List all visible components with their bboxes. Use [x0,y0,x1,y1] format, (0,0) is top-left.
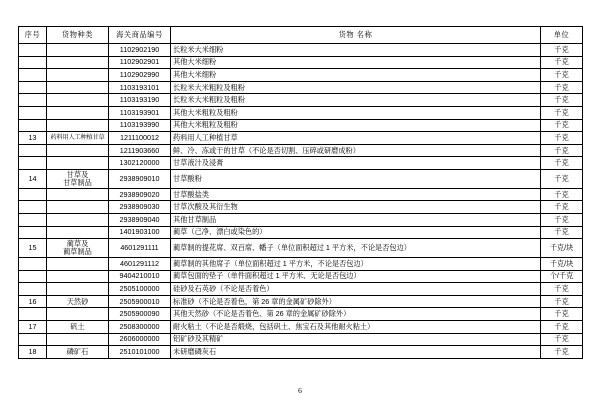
cell-category: 磷矿石 [47,346,109,359]
cell-category: 天然砂 [47,295,109,308]
cell-customs-code: 1211903660 [109,144,171,157]
cell-goods-name: 蔺草（己净、漂白或染色的） [171,226,541,239]
cell-seq: 17 [19,320,47,333]
cell-unit: 千克 [541,283,583,296]
cell-seq [19,188,47,201]
cell-goods-name: 鲜、冷、冻或干的甘草（不论是否切割、压碎或研磨成粉） [171,144,541,157]
cell-customs-code: 1401903100 [109,226,171,239]
cell-unit: 个/千克 [541,270,583,283]
table-row [19,239,583,258]
cell-unit: 千克 [541,320,583,333]
cell-seq [19,119,47,132]
cell-unit: 千克 [541,201,583,214]
cell-customs-code: 2505100000 [109,283,171,296]
cell-category [47,188,109,201]
table-row [19,119,583,132]
table-row [19,333,583,346]
cell-goods-name: 甘草液汁及浸膏 [171,157,541,170]
cell-category [47,56,109,69]
cell-category [47,226,109,239]
cell-unit: 千克 [541,213,583,226]
cell-unit: 千克 [541,157,583,170]
cell-customs-code: 1102902190 [109,44,171,57]
goods-table [18,26,583,359]
cell-unit: 千克 [541,226,583,239]
table-row [19,270,583,283]
table-row [19,94,583,107]
cell-goods-name: 长粒米大米粗粒及粗粉 [171,81,541,94]
cell-customs-code: 1103193190 [109,94,171,107]
cell-goods-name: 其他大米细粉 [171,69,541,82]
cell-unit: 千克 [541,132,583,145]
cell-category [47,157,109,170]
cell-goods-name: 长粒米大米粗粒及粗粉 [171,94,541,107]
cell-category [47,44,109,57]
cell-seq [19,283,47,296]
cell-category [47,119,109,132]
cell-goods-name: 其他大米细粉 [171,56,541,69]
cell-category: 甘草及 甘草制品 [47,169,109,188]
column-header-customs-code: 海关商品编号 [109,27,171,44]
table-row [19,295,583,308]
cell-category [47,308,109,321]
cell-seq [19,201,47,214]
cell-goods-name: 长粒米大米细粉 [171,44,541,57]
cell-seq [19,270,47,283]
cell-seq [19,213,47,226]
table-row [19,308,583,321]
cell-category: 蔺草及 蔺草制品 [47,239,109,258]
cell-category [47,94,109,107]
table-row [19,132,583,145]
cell-seq [19,144,47,157]
table-row [19,213,583,226]
cell-customs-code: 4601291112 [109,258,171,271]
table-row [19,106,583,119]
cell-unit: 千克 [541,144,583,157]
cell-category [47,144,109,157]
cell-unit: 千克 [541,81,583,94]
cell-seq [19,333,47,346]
cell-category [47,213,109,226]
cell-goods-name: 标准砂（不论是否着色，第 26 章的金属矿砂除外） [171,295,541,308]
cell-customs-code: 2508300000 [109,320,171,333]
table-row [19,258,583,271]
cell-goods-name: 蔺草制的提花席、双百席、幡子（单位面积超过 1 平方米，不论是否包边） [171,239,541,258]
cell-seq [19,308,47,321]
cell-customs-code: 2938909040 [109,213,171,226]
cell-goods-name: 铝矿砂及其精矿 [171,333,541,346]
cell-unit: 千克 [541,169,583,188]
table-row [19,320,583,333]
cell-category [47,270,109,283]
cell-customs-code: 9404210010 [109,270,171,283]
cell-seq [19,157,47,170]
cell-unit: 千克 [541,188,583,201]
cell-customs-code: 1211100012 [109,132,171,145]
cell-customs-code: 1102902990 [109,69,171,82]
cell-category [47,69,109,82]
cell-goods-name: 药料用人工种植甘草 [171,132,541,145]
cell-customs-code: 1302120000 [109,157,171,170]
cell-unit: 千克/块 [541,239,583,258]
cell-goods-name: 其他天然砂（不论是否着色、第 26 章的金属矿砂除外） [171,308,541,321]
cell-category [47,81,109,94]
cell-seq [19,44,47,57]
cell-customs-code: 2606000000 [109,333,171,346]
table-row [19,201,583,214]
cell-seq: 18 [19,346,47,359]
cell-seq: 13 [19,132,47,145]
table-row [19,44,583,57]
cell-unit: 千克 [541,295,583,308]
cell-unit: 千克 [541,44,583,57]
cell-unit: 千克 [541,69,583,82]
column-header-unit: 单位 [541,27,583,44]
table-body [19,44,583,359]
cell-goods-name: 蔺草制的其他席子（单位面积超过 1 平方米，不论是否包边） [171,258,541,271]
cell-unit: 千克 [541,346,583,359]
cell-seq [19,258,47,271]
cell-category [47,106,109,119]
cell-goods-name: 硅砂及石英砂（不论是否着色） [171,283,541,296]
cell-goods-name: 耐火粘土（不论是否煅烧，包括矾土、焦宝石及其他耐火粘土） [171,320,541,333]
cell-seq [19,94,47,107]
cell-seq: 14 [19,169,47,188]
cell-unit: 千克 [541,94,583,107]
cell-unit: 千克 [541,56,583,69]
cell-goods-name: 其他大米粗粒及粗粉 [171,119,541,132]
cell-customs-code: 2938909010 [109,169,171,188]
cell-unit: 千克 [541,333,583,346]
table-row [19,188,583,201]
cell-customs-code: 2505900090 [109,308,171,321]
cell-goods-name: 甘草次酸及其衍生物 [171,201,541,214]
cell-goods-name: 其他甘草制品 [171,213,541,226]
cell-seq [19,81,47,94]
cell-goods-name: 蔺草包面的垫子（单件面积超过 1 平方米、无论是否包边） [171,270,541,283]
table-header-row [19,27,583,44]
cell-seq [19,69,47,82]
table-row [19,226,583,239]
cell-customs-code: 1103193101 [109,81,171,94]
cell-seq [19,226,47,239]
table-row [19,169,583,188]
column-header-goods-name: 货物 名称 [171,27,541,44]
cell-unit: 千克 [541,106,583,119]
cell-seq [19,106,47,119]
table-row [19,56,583,69]
cell-unit: 千克/块 [541,258,583,271]
table-row [19,283,583,296]
cell-goods-name: 未研磨磷灰石 [171,346,541,359]
column-header-category: 货物种类 [47,27,109,44]
cell-customs-code: 1103193990 [109,119,171,132]
table-row [19,81,583,94]
cell-customs-code: 2938909020 [109,188,171,201]
cell-customs-code: 2505900010 [109,295,171,308]
cell-unit: 千克 [541,308,583,321]
page-number: 6 [298,386,302,395]
cell-customs-code: 1103193901 [109,106,171,119]
cell-seq: 15 [19,239,47,258]
cell-goods-name: 其他大米粗粒及粗粉 [171,106,541,119]
cell-goods-name: 甘草酸盐类 [171,188,541,201]
cell-seq: 16 [19,295,47,308]
cell-customs-code: 4601291111 [109,239,171,258]
cell-category: 药料用人工种植甘草 [47,132,109,145]
table-row [19,346,583,359]
cell-category [47,283,109,296]
table-row [19,144,583,157]
cell-customs-code: 1102902901 [109,56,171,69]
cell-category [47,258,109,271]
table-header [19,27,583,44]
column-header-seq: 序号 [19,27,47,44]
cell-customs-code: 2938909030 [109,201,171,214]
cell-goods-name: 甘草酸粉 [171,169,541,188]
cell-unit: 千克 [541,119,583,132]
table-row [19,157,583,170]
cell-category [47,201,109,214]
cell-category: 矾土 [47,320,109,333]
table-row [19,69,583,82]
cell-customs-code: 2510101000 [109,346,171,359]
cell-category [47,333,109,346]
cell-seq [19,56,47,69]
